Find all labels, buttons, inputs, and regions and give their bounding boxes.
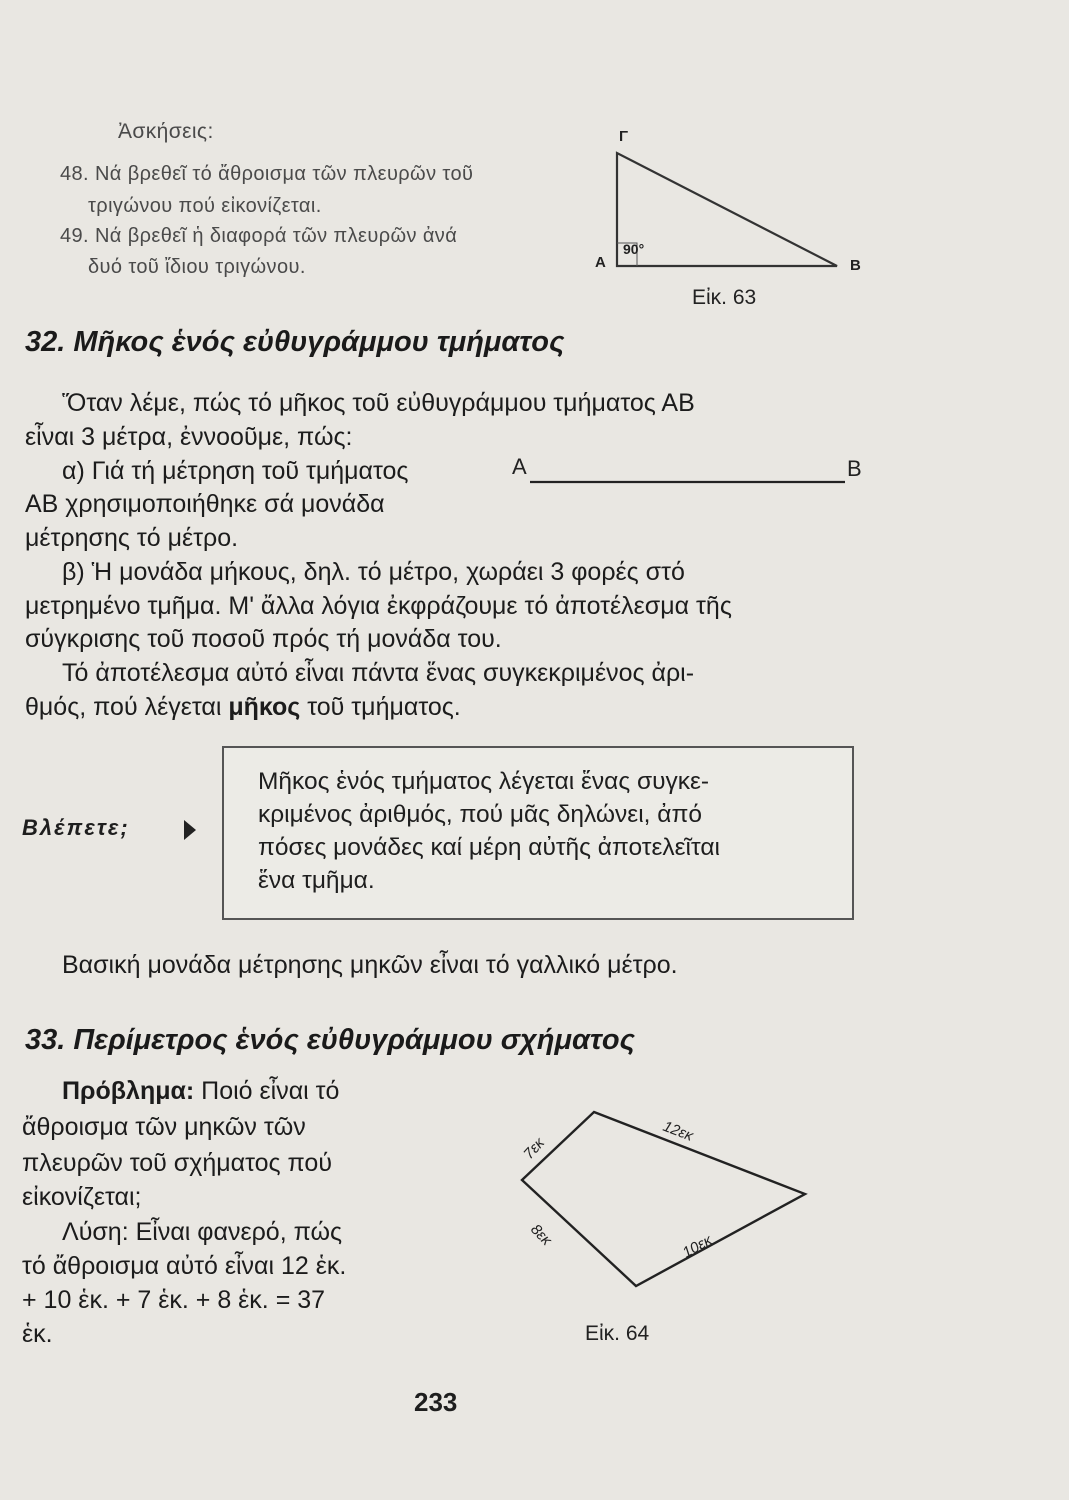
solution-line1: Λύση: Εἶναι φανερό, πώς [62, 1218, 343, 1246]
problem-line2: ἄθροισμα τῶν μηκῶν τῶν [22, 1113, 306, 1141]
solution-line2: τό ἄθροισμα αὐτό εἶναι 12 ἑκ. [22, 1252, 347, 1280]
page-number: 233 [414, 1387, 458, 1417]
point-a-line3: μέτρησης τό μέτρο. [25, 524, 239, 552]
figure-64-quadrilateral [500, 1100, 830, 1320]
problem-line4: εἰκονίζεται; [22, 1183, 142, 1211]
segment-end-label: Β [847, 456, 862, 481]
basic-unit-sentence: Βασική μονάδα μέτρησης μηκῶν εἶναι τό γαλλικό μέτρο. [62, 951, 678, 979]
exercises-title: Ἀσκήσεις: [118, 120, 214, 143]
term-mikos: μῆκος [228, 693, 301, 721]
section-32-heading: 32. Μῆκος ἑνός εὐθυγράμμου τμήματος [25, 326, 565, 358]
side-bottom-label: 10εκ [679, 1231, 715, 1262]
pointer-arrow-icon [184, 820, 196, 840]
vertex-beta: Β [850, 257, 861, 274]
problem-line1-text: Ποιό εἶναι τό [194, 1077, 340, 1105]
vertex-alpha: Α [595, 254, 606, 271]
definition-line4: ἕνα τμῆμα. [258, 867, 375, 894]
side-left-bottom-label: 8εκ [527, 1220, 555, 1249]
point-b-line1: β) Ἡ μονάδα μήκους, δηλ. τό μέτρο, χωράει 3 φορές στό [62, 558, 685, 586]
vertex-gamma: Γ [619, 128, 629, 145]
exercise-48-line1: 48. Νά βρεθεῖ τό ἄθροισμα τῶν πλευρῶν τοῦ [60, 163, 474, 185]
section-32-line1: Ὅταν λέμε, πώς τό μῆκος τοῦ εὐθυγράμμου τμήματος ΑΒ [62, 389, 695, 417]
segment-ab [500, 448, 880, 492]
segment-start-label: Α [512, 454, 527, 479]
definition-line2: κριμένος ἀριθμός, πού μᾶς δηλώνει, ἀπό [258, 801, 702, 828]
point-a-line1: α) Γιά τή μέτρηση τοῦ τμήματος [62, 457, 409, 485]
point-b-line2: μετρημένο τμῆμα. Μ' ἄλλα λόγια ἐκφράζουμε τό ἀποτέλεσμα τῆς [25, 592, 732, 620]
paragraph-c-line1: Τό ἀποτέλεσμα αὐτό εἶναι πάντα ἕνας συγκεκριμένος ἀρι- [62, 659, 695, 687]
solution-line3: + 10 ἑκ. + 7 ἑκ. + 8 ἑκ. = 37 [22, 1286, 326, 1314]
paragraph-c-line2 [25, 693, 461, 722]
exercise-49-line1: 49. Νά βρεθεῖ ἡ διαφορά τῶν πλευρῶν ἀνά [60, 225, 458, 247]
angle-label: 90° [623, 241, 645, 257]
side-top-label: 12εκ [660, 1117, 696, 1145]
problem-line1 [62, 1077, 339, 1106]
figure-64-caption: Εἰκ. 64 [585, 1322, 650, 1345]
definition-box [222, 746, 854, 920]
triangle-shape [617, 153, 837, 266]
definition-line3: πόσες μονάδες καί μέρη αὐτῆς ἀποτελεῖται [258, 834, 720, 861]
problem-line3: πλευρῶν τοῦ σχήματος πού [22, 1149, 332, 1177]
point-b-line3: σύγκρισης τοῦ ποσοῦ πρός τή μονάδα του. [25, 625, 502, 653]
section-32-line2: εἶναι 3 μέτρα, ἐννοοῦμε, πώς: [25, 423, 353, 451]
quadrilateral-shape [522, 1112, 805, 1286]
section-33-heading: 33. Περίμετρος ἑνός εὐθυγράμμου σχήματος [25, 1024, 635, 1056]
definition-line1: Μῆκος ἑνός τμήματος λέγεται ἕνας συγκε- [258, 768, 710, 795]
see-label: Βλέπετε; [22, 815, 130, 840]
exercise-48-line2: τριγώνου πού εἰκονίζεται. [88, 195, 322, 217]
paragraph-c-line2-end: τοῦ τμήματος. [300, 693, 461, 721]
point-a-line2: ΑΒ χρησιμοποιήθηκε σά μονάδα [25, 490, 385, 518]
side-left-top-label: 7εκ [520, 1134, 548, 1163]
problem-label: Πρόβλημα: [62, 1077, 195, 1105]
solution-line4: ἑκ. [22, 1320, 53, 1348]
exercise-49-line2: δυό τοῦ ἴδιου τριγώνου. [88, 256, 306, 278]
figure-63-triangle [585, 115, 875, 315]
figure-63-caption: Εἰκ. 63 [692, 286, 757, 309]
paragraph-c-line2-start: θμός, πού λέγεται [25, 693, 229, 721]
